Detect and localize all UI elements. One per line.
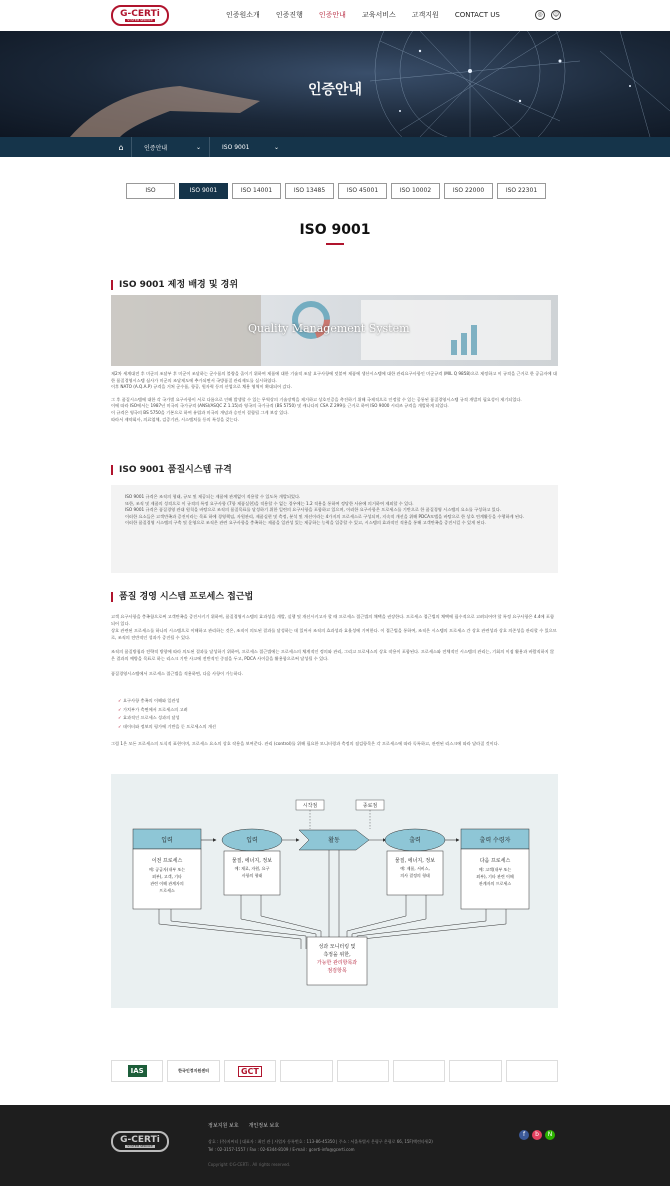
process-diagram: [111, 774, 558, 1008]
user-icon[interactable]: ☺: [552, 11, 560, 18]
tab-iso-10002[interactable]: ISO 10002: [391, 183, 440, 199]
paragraph: 상호 관련된 프로세스를 하나의 시스템으로 이해하고 관리하는 것은, 조직이 의도된 결과를 달성하는 데 있어서 조직의 효과성과 효율성에 기여한다. 이 접근법을 통하여, 조직은 시스템의 프로세스 간 상호 관련성과 상호 의존성을 관리할 수 있으므로, 조직의 전반적인 성과가 증진될 수 있다.: [111, 628, 557, 640]
monitor-line: 측정을 위한,: [323, 952, 351, 958]
chevron-down-icon: ⌄: [195, 143, 201, 151]
footer-logo[interactable]: [111, 1131, 169, 1152]
site-footer: [0, 1105, 670, 1186]
partner-logo-ias[interactable]: [111, 1060, 163, 1082]
section-title-process: 품질 경영 시스템 프로세스 접근법: [111, 592, 253, 602]
paragraph: ISO 9001 규격은 품질경영 관대 원칙을 바탕으로 조직의 품질목표를 달성하기 위한 일련의 요구사항을 포함하고 있으며, 이러한 요구사항은 프로세스를 기반으로 한 품질경영 시스템의 요소를 구성하고 있다.: [125, 507, 502, 513]
breadcrumb-level1[interactable]: [131, 137, 209, 157]
paragraph: 그 후 품질시스템에 대한 각 국가별 요구사항이 서로 다름으로 인해 발생할 수 있는 무역상의 기술장벽을 제거하고 상호인증을 촉진하기 위해 국제적으로 인정할 수 있는 공통된 품질경영시스템 규격 개발의 필요성이 제기되었다.: [111, 396, 522, 402]
blog-icon[interactable]: b: [532, 1130, 542, 1140]
footer-logo-text: G-CERTi: [120, 1134, 160, 1145]
chevron-down-icon: ⌄: [273, 143, 279, 151]
list-item: ✓ 효과적인 프로세스 성과의 달성: [118, 714, 216, 723]
footer-company-info: 상호 : (주)지씨티 | 대표자 : 최인 관 | 사업자 등록번호 : 113-86-45350 | 주소 : 서울특별시 은평구 은평로 66, 15F(백련타워2): [208, 1139, 433, 1144]
section-title-background: ISO 9001 제정 배경 및 경위: [111, 280, 238, 290]
list-item: ✓ 가치부가 측면에서 프로세스의 고려: [118, 706, 216, 715]
diagram-box-line: 프로세스: [159, 888, 175, 893]
partner-logo-empty: [393, 1060, 445, 1082]
paragraph: 조직의 품질방침과 전략적 방향에 따라 의도된 결과를 달성하기 위하여, 프로세스 접근법에는 프로세스의 체계적인 정의와 관리, 그리고 프로세스의 상호 작용이 포함된다. 프로세스와 전체적인 시스템의 관리는, 기회의 이점 활용과 바람직하지 않은 결과의 예방을 목표로 하는 리스크 기반 사고에 전반적인 중점을 두고, PDCA 사이클을 활용함으로써 달성될 수 있다.: [111, 649, 555, 661]
partner-logo-text: IAS: [128, 1065, 147, 1077]
qms-banner: [111, 295, 558, 366]
diagram-box-line: 관계자의 프로세스: [478, 881, 512, 886]
diagram-box-line: 예: 재료, 자원, 요구: [234, 866, 270, 871]
section3-text: [111, 614, 558, 677]
monitor-line: 점검항목: [327, 968, 347, 974]
paragraph: 고객 요구사항을 충족함으로써 고객만족을 증진시키기 위하여, 품질경영시스템의 효과성을 개발, 실행 및 개선시키고자 할 때 프로세스 접근법의 채택을 권장한다. 프로세스 접근법의 채택에 필수적으로 고려되어야 할 특정 요구사항은 4.4에 포함되어 있다.: [111, 614, 555, 626]
diagram-box-head-label: 출력: [409, 837, 421, 844]
benefit-list: [118, 697, 216, 731]
paragraph: 이 규격은 영국의 BS 5750을 기본으로 하여 유럽과 미국의 개념과 승인이 결합될 그게 보강 있다.: [111, 409, 289, 415]
activity-label: 활동: [328, 837, 340, 844]
logo-text: G-CERTi: [120, 8, 160, 19]
diagram-box-line: 예: 공급자(내부 또는: [148, 867, 186, 872]
paragraph: 이러한 요소들은 고객만족과 증진이라는 목표 하에 경영책임, 자원관리, 제품실현 및 측정, 분석 및 개선이라는 4가지의 프로세스로 구성되며, 지속적 개선을 위해 PDCA모델을 바탕으로 한 상호 연계활동을 수행하게 된다.: [125, 513, 525, 519]
title-underline: [326, 243, 344, 245]
nav-item-process[interactable]: 인증진행: [275, 11, 303, 19]
diagram-box-line: 물질, 에너지, 정보: [394, 858, 436, 864]
section1-text: [111, 371, 558, 423]
nav-item-education[interactable]: 교육서비스: [361, 11, 396, 19]
footer-contact-info: Tel : 02-3157-1557 / Fax : 02-6344-8109 / E-mail : gcerti-info@gcerti.com: [208, 1147, 355, 1152]
diagram-box-line: 관련 이해 관계자의: [150, 881, 184, 886]
nav-item-contact[interactable]: CONTACT US: [454, 11, 500, 19]
diagram-box-line: 사항의 형태: [241, 873, 263, 878]
diagram-box-head-label: 입력: [246, 837, 258, 844]
partner-logo-empty: [280, 1060, 332, 1082]
paragraph: 이후 NATO (A.Q.A.P) 규격을 거쳐 군수품, 항공, 원자력 등의 산업으로 채용 영역이 확대되어 갔다.: [111, 384, 292, 390]
footer-link-info-protection[interactable]: 정보지원 보호: [208, 1123, 239, 1129]
tab-iso-22000[interactable]: ISO 22000: [444, 183, 493, 199]
main-nav: [218, 0, 508, 31]
diagram-box-line: 외부), 고객, 기타: [152, 874, 182, 879]
breadcrumb-level2-label: ISO 9001: [222, 143, 250, 151]
partner-logo-kab[interactable]: [167, 1060, 219, 1082]
diagram-box-line: 물질, 에너지, 정보: [231, 858, 273, 864]
page-title: ISO 9001: [299, 222, 371, 238]
breadcrumb-level2[interactable]: [209, 137, 287, 157]
logo-subtext: SYSTEM SERVICE: [127, 17, 153, 22]
banner-text: Quality Management System: [248, 322, 410, 335]
paragraph: 이러한 품질경영 시스템의 구축 및 운영으로 조직은 관련 요구사항을 충족하는 제품을 일관성 있는 제공하는 능력을 입증할 수 있고, 시스템의 효과적인 적용을 통해 고객만족을 증진시킬 수 있게 된다.: [125, 520, 486, 526]
nav-item-support[interactable]: 고객지원: [411, 11, 439, 19]
tab-iso-45001[interactable]: ISO 45001: [338, 183, 387, 199]
paragraph: 제2차 세계대전 후 미군의 조달부 후 미군이 조달하는 군수품의 불량을 줄이기 위하여 제품에 대한 기술적 조달 요구사항에 덧붙여 제품에 생산시스템에 대한 관리요구사항인 미군규격 (MIL Q 9858)으로 제정하고 이 규격을 근거로 한 공급자에 대한 품질경영시스템 심사가 미군의 조달제도에 추가되면서 국방품질 관리제도를 실시하였다.: [111, 371, 557, 383]
footer-logo-subtext: SYSTEM SERVICE: [127, 1143, 153, 1148]
home-icon[interactable]: ⌂: [118, 142, 124, 152]
start-point-label: 시작점: [302, 803, 318, 809]
tab-iso[interactable]: ISO: [126, 183, 175, 199]
section-title-standard: ISO 9001 품질시스템 규격: [111, 465, 232, 475]
partner-logo-text: 한국인정지원센터: [178, 1068, 210, 1073]
list-item: ✓ 요구사항 충족의 이해와 일관성: [118, 697, 216, 706]
partner-logo-empty: [506, 1060, 558, 1082]
globe-icon[interactable]: ◎: [535, 10, 545, 20]
partner-logo-empty: [449, 1060, 501, 1082]
hero-title: 인증안내: [307, 82, 363, 98]
end-point-label: 종료점: [362, 803, 378, 809]
diagram-box-head-label: 출력 수령자: [479, 837, 511, 844]
partner-logo-text: GCT: [238, 1066, 262, 1077]
diagram-box-head-label: 입력: [161, 837, 173, 844]
diagram-box-line: 의사 결정의 형태: [400, 873, 430, 878]
monitor-line: 가능한 관리항목과: [316, 960, 358, 966]
tab-iso-13485[interactable]: ISO 13485: [285, 183, 334, 199]
paragraph: 품질경영시스템에서 프로세스 접근법을 적용하면, 다음 사항이 가능하다.: [111, 670, 244, 676]
nav-item-about[interactable]: 인증원소개: [226, 11, 260, 19]
site-header: [0, 0, 670, 31]
list-item: ✓ 데이터와 정보의 평가에 기반을 둔 프로세스의 개선: [118, 723, 216, 732]
process-diagram-svg: [111, 774, 558, 1008]
diagram-box-line: 이전 프로세스: [151, 858, 183, 864]
tab-iso-22301[interactable]: ISO 22301: [497, 183, 546, 199]
partner-logos: [111, 1060, 558, 1082]
iso-tabs: [126, 183, 546, 199]
nav-item-guide[interactable]: 인증안내: [318, 11, 346, 19]
partner-logo-gct[interactable]: [224, 1060, 276, 1082]
diagram-box-line: 다음 프로세스: [479, 858, 511, 864]
hero-banner: [0, 31, 670, 137]
naver-icon[interactable]: N: [545, 1130, 555, 1140]
section3-after: 그림 1은 모든 프로세스의 도식적 표현이며, 프로세스 요소의 상호 작용을 보여준다. 관리 (control)를 위해 필요한 모니터링과 측정의 점검항목은 각 프로세스에 따라 독특하고, 관련된 리스크에 따라 달라질 것이다.: [111, 741, 500, 746]
diagram-box-line: 외부), 기타 관련 이해: [476, 874, 514, 879]
paragraph: 이에 따라 ISO에서는 1987년 미국의 국가규격 (ANSI/ASQC Z 1.15)과 영국의 국가규격 (BS 5750) 및 캐나다의 CSA Z 299를 근거로 하여 ISO 9000 시리즈 규격을 개발하게 되었다.: [111, 403, 449, 409]
breadcrumb: [0, 137, 670, 157]
partner-logo-empty: [337, 1060, 389, 1082]
copyright: Copyright ©G-CERTi . All rights reserved.: [208, 1162, 291, 1167]
footer-link-privacy[interactable]: 개인정보 보호: [248, 1123, 280, 1129]
site-logo[interactable]: [111, 5, 169, 26]
standard-box: [111, 485, 558, 573]
breadcrumb-level1-label: 인증안내: [144, 144, 168, 152]
facebook-icon[interactable]: f: [519, 1130, 529, 1140]
tab-iso-9001[interactable]: ISO 9001: [179, 183, 228, 199]
paragraph: 또한, 조직 및 제품의 성격으로 이 규격의 특정 요구사항 (7항 제품실현)을 적용할 수 없는 경우에는 1.2 적용을 통하여 정당한 사유에 의거하여 제외할 수 있다.: [125, 500, 414, 506]
tab-iso-14001[interactable]: ISO 14001: [232, 183, 281, 199]
monitor-line: 성과 모니터링 및: [318, 944, 356, 950]
paragraph: 따라서 제약회사, 의료업체, 검증기관, 시스템처를 등의 특성을 갖는다.: [111, 416, 239, 422]
diagram-box-line: 예: 제품, 서비스,: [400, 866, 430, 871]
diagram-box-line: 예: 고객(내부 또는: [478, 867, 512, 872]
paragraph: ISO 9001 규격은 조직의 형태, 규모 및 제공되는 제품에 관계없이 적용할 수 있도록 개발되었다.: [125, 494, 301, 499]
